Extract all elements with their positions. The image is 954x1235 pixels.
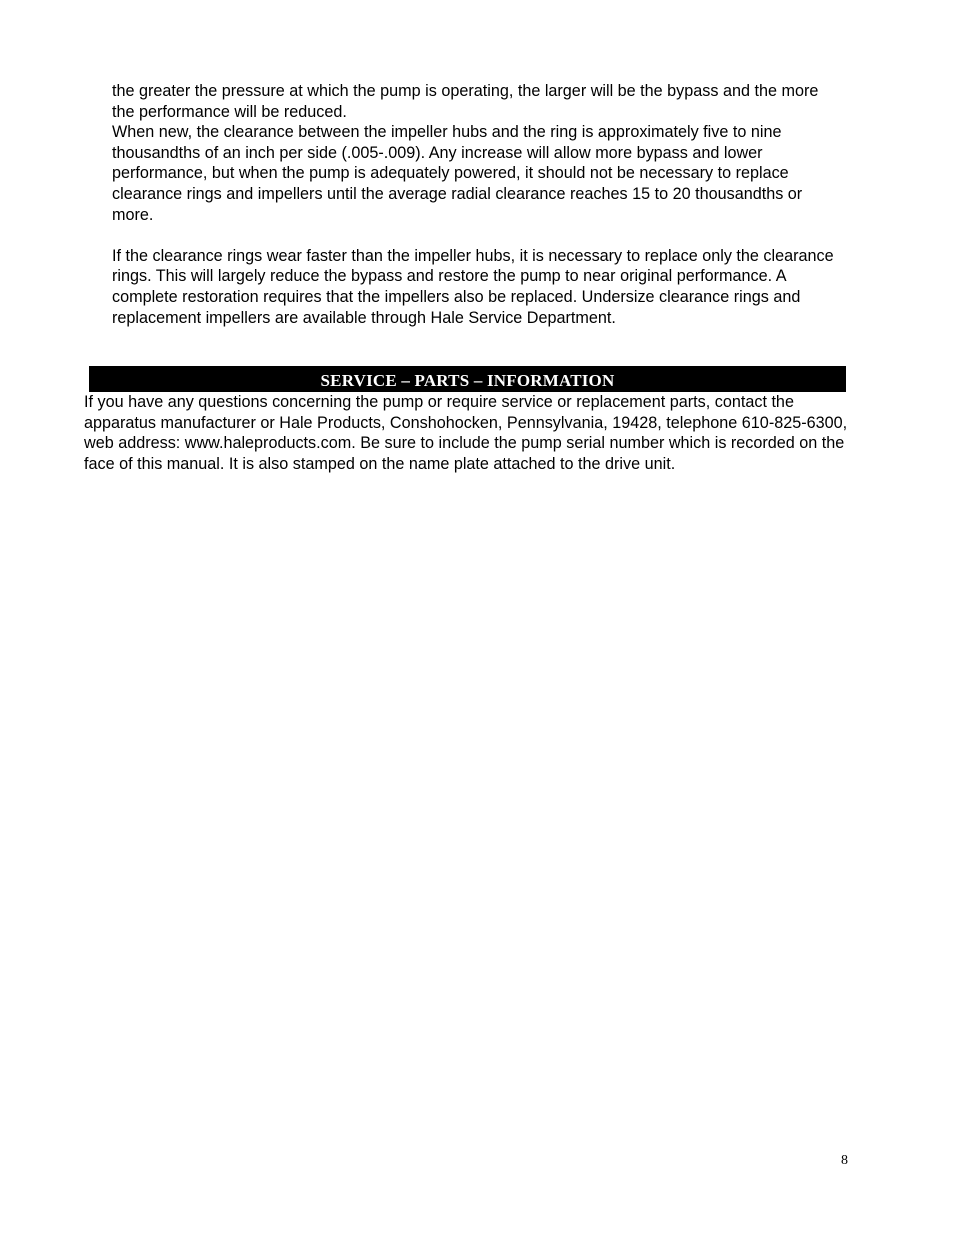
section-heading-bar [89,366,846,392]
section-heading: SERVICE – PARTS – INFORMATION [320,371,615,390]
page-number: 8 [841,1153,848,1168]
clearance-paragraph: When new, the clearance between the impeller hubs and the ring is approximately five to nine thousandths of an inch per side (.005-.009). Any increase will allow more bypass and lower performance, but when the pump is adequately powered, it should not be necessary to replace clearance rings and impellers until the average radial clearance reaches 15 to 20 thousandths or more. [112,123,803,224]
replacement-paragraph: If the clearance rings wear faster than the impeller hubs, it is necessary to replace only the clearance rings. This will largely reduce the bypass and restore the pump to near original performance. A complete restoration requires that the impellers also be replaced. Undersize clearance rings and replacement impellers are available through Hale Service Department. [112,246,834,327]
service-text-block [84,392,848,474]
bypass-paragraph: the greater the pressure at which the pump is operating, the larger will be the bypass and the more the performance will be reduced. [112,82,819,121]
service-paragraph: If you have any questions concerning the pump or require service or replacement parts, contact the apparatus manufacturer or Hale Products, Conshohocken, Pennsylvania, 19428, telephone 610-825-6300, web address: www.haleproducts.com. Be sure to include the pump serial number which is recorded on the face of this manual. It is also stamped on the name plate attached to the drive unit. [84,393,848,473]
clearance-text-block [112,81,842,328]
